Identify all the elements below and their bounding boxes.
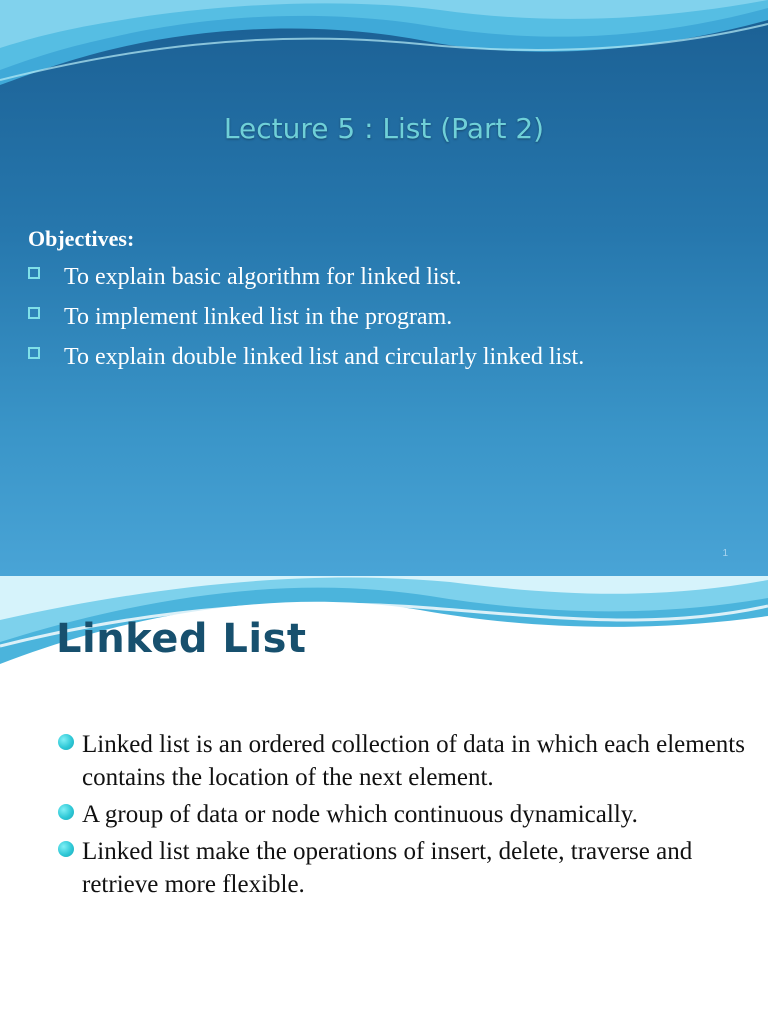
slide-2-title: Linked List [56,616,307,662]
square-bullet-icon [28,307,40,319]
bullet-text: A group of data or node which continuous dynamically. [82,801,638,828]
square-bullet-icon [28,347,40,359]
bullet-text: Linked list make the operations of insert, delete, traverse and retrieve more flexible. [82,838,693,898]
objective-item [28,302,584,342]
bullet-item [58,728,748,794]
objective-item [28,262,584,302]
bullet-item [58,798,748,831]
objectives-heading: Objectives: [28,226,135,251]
objective-text: To explain double linked list and circularly linked list. [64,344,585,370]
page-number: 1 [722,548,728,559]
round-bullet-icon [58,804,74,820]
bullet-list [58,728,748,905]
round-bullet-icon [58,734,74,750]
wave-decoration [0,0,768,110]
objective-text: To explain basic algorithm for linked list. [64,264,462,290]
bullet-text: Linked list is an ordered collection of data in which each elements contains the location of the next element. [82,731,745,791]
bullet-item [58,835,748,901]
slide-2 [0,576,768,1024]
objective-text: To implement linked list in the program. [64,304,453,330]
square-bullet-icon [28,267,40,279]
round-bullet-icon [58,841,74,857]
objective-item [28,342,584,382]
objectives-list [28,262,584,382]
slide-1-title: Lecture 5 : List (Part 2) [223,112,545,145]
